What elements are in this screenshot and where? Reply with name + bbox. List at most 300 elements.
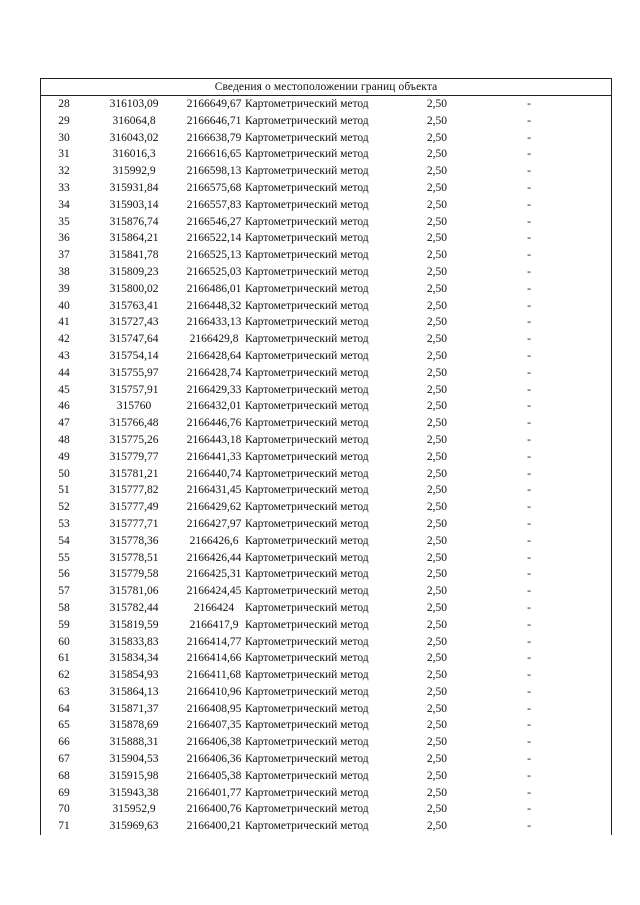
- coordinate-x-cell: 315915,98: [109, 769, 159, 782]
- point-number-cell: 33: [58, 181, 70, 194]
- coordinate-x-cell: 315779,58: [109, 568, 159, 581]
- description-cell: -: [527, 450, 531, 463]
- coordinate-x-cell: 315952,9: [112, 803, 156, 816]
- coordinate-y-cell: 2166400,76: [186, 803, 242, 816]
- accuracy-cell: 2,50: [426, 98, 447, 110]
- coordinate-x-cell: 315809,23: [109, 265, 159, 278]
- accuracy-cell: 2,50: [426, 719, 447, 732]
- method-cell: Картометрический метод: [245, 517, 369, 530]
- accuracy-cell: 2,50: [426, 349, 447, 362]
- accuracy-cell: 2,50: [426, 786, 447, 799]
- coordinate-y-cell: 2166426,44: [186, 551, 242, 564]
- table-row: [41, 667, 611, 684]
- table-row: [41, 533, 611, 550]
- method-cell: Картометрический метод: [245, 551, 369, 564]
- description-cell: -: [527, 417, 531, 430]
- coordinate-y-cell: 2166525,13: [186, 249, 242, 262]
- coordinate-y-cell: 2166406,38: [186, 736, 242, 749]
- table-row: [41, 617, 611, 634]
- coordinate-x-cell: 315992,9: [112, 165, 156, 178]
- coordinate-x-cell: 315747,64: [109, 333, 159, 346]
- point-number-cell: 49: [58, 450, 70, 463]
- coordinate-y-cell: 2166407,35: [186, 719, 242, 732]
- accuracy-cell: 2,50: [426, 585, 447, 598]
- point-number-cell: 43: [58, 349, 70, 362]
- method-cell: Картометрический метод: [245, 803, 369, 816]
- accuracy-cell: 2,50: [426, 366, 447, 379]
- coordinate-y-cell: 2166411,68: [186, 669, 242, 682]
- table-row: [41, 566, 611, 583]
- coordinate-x-cell: 315800,02: [109, 282, 159, 295]
- method-cell: Картометрический метод: [245, 736, 369, 749]
- method-cell: Картометрический метод: [245, 433, 369, 446]
- method-cell: Картометрический метод: [245, 769, 369, 782]
- coordinate-x-cell: 315834,34: [109, 652, 159, 665]
- coordinate-y-cell: 2166486,01: [186, 282, 242, 295]
- coordinate-y-cell: 2166557,83: [186, 198, 242, 211]
- point-number-cell: 52: [58, 501, 70, 514]
- method-cell: Картометрический метод: [245, 249, 369, 262]
- point-number-cell: 41: [58, 316, 70, 329]
- coordinate-x-cell: 315754,14: [109, 349, 159, 362]
- accuracy-cell: 2,50: [426, 148, 447, 161]
- table-row: [41, 146, 611, 163]
- accuracy-cell: 2,50: [426, 232, 447, 245]
- description-cell: -: [527, 433, 531, 446]
- coordinate-x-cell: 315766,48: [109, 417, 159, 430]
- table-row: [41, 382, 611, 399]
- method-cell: Картометрический метод: [245, 98, 369, 110]
- description-cell: -: [527, 652, 531, 665]
- description-cell: -: [527, 215, 531, 228]
- coordinate-x-cell: 315777,82: [109, 484, 159, 497]
- method-cell: Картометрический метод: [245, 232, 369, 245]
- coordinate-x-cell: 315781,06: [109, 585, 159, 598]
- description-cell: -: [527, 333, 531, 346]
- accuracy-cell: 2,50: [426, 249, 447, 262]
- method-cell: Картометрический метод: [245, 501, 369, 514]
- accuracy-cell: 2,50: [426, 568, 447, 581]
- coordinate-x-cell: 315903,14: [109, 198, 159, 211]
- description-cell: -: [527, 131, 531, 144]
- description-cell: -: [527, 786, 531, 799]
- description-cell: -: [527, 148, 531, 161]
- point-number-cell: 44: [58, 366, 70, 379]
- table-row: [41, 701, 611, 718]
- description-cell: -: [527, 383, 531, 396]
- method-cell: Картометрический метод: [245, 131, 369, 144]
- coordinate-y-cell: 2166432,01: [186, 400, 242, 413]
- table-row: [41, 365, 611, 382]
- method-cell: Картометрический метод: [245, 400, 369, 413]
- point-number-cell: 58: [58, 601, 70, 614]
- method-cell: Картометрический метод: [245, 299, 369, 312]
- method-cell: Картометрический метод: [245, 467, 369, 480]
- accuracy-cell: 2,50: [426, 181, 447, 194]
- accuracy-cell: 2,50: [426, 601, 447, 614]
- point-number-cell: 59: [58, 618, 70, 631]
- table-row: [41, 482, 611, 499]
- point-number-cell: 39: [58, 282, 70, 295]
- coordinate-x-cell: 315778,51: [109, 551, 159, 564]
- method-cell: Картометрический метод: [245, 282, 369, 295]
- table-row: [41, 634, 611, 651]
- coordinate-y-cell: 2166428,64: [186, 349, 242, 362]
- coordinate-x-cell: 315779,77: [109, 450, 159, 463]
- method-cell: Картометрический метод: [245, 585, 369, 598]
- coordinate-x-cell: 315878,69: [109, 719, 159, 732]
- description-cell: -: [527, 282, 531, 295]
- table-row: [41, 550, 611, 567]
- coordinate-x-cell: 315781,21: [109, 467, 159, 480]
- accuracy-cell: 2,50: [426, 652, 447, 665]
- coordinate-x-cell: 315778,36: [109, 534, 159, 547]
- description-cell: -: [527, 736, 531, 749]
- coordinate-x-cell: 315841,78: [109, 249, 159, 262]
- coordinate-y-cell: 2166433,13: [186, 316, 242, 329]
- point-number-cell: 69: [58, 786, 70, 799]
- point-number-cell: 71: [58, 820, 70, 833]
- coordinate-y-cell: 2166441,33: [186, 450, 242, 463]
- coordinate-y-cell: 2166443,18: [186, 433, 242, 446]
- table-row: [41, 180, 611, 197]
- accuracy-cell: 2,50: [426, 400, 447, 413]
- coordinate-x-cell: 315864,13: [109, 685, 159, 698]
- table-row: [41, 281, 611, 298]
- method-cell: Картометрический метод: [245, 265, 369, 278]
- point-number-cell: 36: [58, 232, 70, 245]
- accuracy-cell: 2,50: [426, 467, 447, 480]
- method-cell: Картометрический метод: [245, 786, 369, 799]
- coordinate-y-cell: 2166649,67: [186, 98, 242, 110]
- accuracy-cell: 2,50: [426, 685, 447, 698]
- description-cell: -: [527, 98, 531, 110]
- coordinate-y-cell: 2166425,31: [186, 568, 242, 581]
- coordinate-x-cell: 315888,31: [109, 736, 159, 749]
- method-cell: Картометрический метод: [245, 484, 369, 497]
- coordinate-y-cell: 2166401,77: [186, 786, 242, 799]
- point-number-cell: 28: [58, 98, 70, 110]
- accuracy-cell: 2,50: [426, 702, 447, 715]
- description-cell: -: [527, 366, 531, 379]
- coordinate-y-cell: 2166400,21: [186, 820, 242, 833]
- point-number-cell: 53: [58, 517, 70, 530]
- method-cell: Картометрический метод: [245, 753, 369, 766]
- coordinate-y-cell: 2166410,96: [186, 685, 242, 698]
- table-row: [41, 113, 611, 130]
- accuracy-cell: 2,50: [426, 450, 447, 463]
- method-cell: Картометрический метод: [245, 702, 369, 715]
- description-cell: -: [527, 635, 531, 648]
- table-row: [41, 197, 611, 214]
- coordinate-x-cell: 316043,02: [109, 131, 159, 144]
- description-cell: -: [527, 484, 531, 497]
- description-cell: -: [527, 114, 531, 127]
- description-cell: -: [527, 803, 531, 816]
- coordinate-y-cell: 2166440,74: [186, 467, 242, 480]
- coordinate-y-cell: 2166428,74: [186, 366, 242, 379]
- accuracy-cell: 2,50: [426, 669, 447, 682]
- description-cell: -: [527, 669, 531, 682]
- table-row: [41, 684, 611, 701]
- method-cell: Картометрический метод: [245, 148, 369, 161]
- coordinate-x-cell: 316016,3: [112, 148, 156, 161]
- point-number-cell: 62: [58, 669, 70, 682]
- table-row: [41, 751, 611, 768]
- table-row: [41, 785, 611, 802]
- description-cell: -: [527, 165, 531, 178]
- table-row: [41, 415, 611, 432]
- accuracy-cell: 2,50: [426, 215, 447, 228]
- accuracy-cell: 2,50: [426, 551, 447, 564]
- coordinate-y-cell: 2166525,03: [186, 265, 242, 278]
- point-number-cell: 54: [58, 534, 70, 547]
- table-row: [41, 818, 611, 835]
- table-row: [41, 398, 611, 415]
- table-row: [41, 650, 611, 667]
- description-cell: -: [527, 618, 531, 631]
- coordinate-x-cell: 315854,93: [109, 669, 159, 682]
- coordinate-y-cell: 2166414,77: [186, 635, 242, 648]
- coordinate-y-cell: 2166429,8: [189, 333, 239, 346]
- table-row: [41, 314, 611, 331]
- coordinate-y-cell: 2166429,33: [186, 383, 242, 396]
- coordinate-x-cell: 315969,63: [109, 820, 159, 833]
- coordinate-x-cell: 316064,8: [112, 114, 156, 127]
- coordinate-y-cell: 2166575,68: [186, 181, 242, 194]
- accuracy-cell: 2,50: [426, 433, 447, 446]
- coordinate-y-cell: 2166446,76: [186, 417, 242, 430]
- point-number-cell: 50: [58, 467, 70, 480]
- accuracy-cell: 2,50: [426, 635, 447, 648]
- description-cell: -: [527, 467, 531, 480]
- method-cell: Картометрический метод: [245, 366, 369, 379]
- method-cell: Картометрический метод: [245, 450, 369, 463]
- point-number-cell: 63: [58, 685, 70, 698]
- table-row: [41, 734, 611, 751]
- point-number-cell: 48: [58, 433, 70, 446]
- coordinate-y-cell: 2166638,79: [186, 131, 242, 144]
- coordinate-y-cell: 2166424: [193, 601, 235, 614]
- accuracy-cell: 2,50: [426, 114, 447, 127]
- coordinate-y-cell: 2166646,71: [186, 114, 242, 127]
- description-cell: -: [527, 400, 531, 413]
- point-number-cell: 51: [58, 484, 70, 497]
- table-row: [41, 583, 611, 600]
- table-row: [41, 96, 611, 113]
- accuracy-cell: 2,50: [426, 753, 447, 766]
- method-cell: Картометрический метод: [245, 333, 369, 346]
- table-title: Сведения о местоположении границ объекта: [41, 79, 611, 96]
- coordinate-x-cell: 315904,53: [109, 753, 159, 766]
- point-number-cell: 46: [58, 400, 70, 413]
- coordinate-x-cell: 315819,59: [109, 618, 159, 631]
- accuracy-cell: 2,50: [426, 198, 447, 211]
- method-cell: Картометрический метод: [245, 534, 369, 547]
- point-number-cell: 38: [58, 265, 70, 278]
- description-cell: -: [527, 702, 531, 715]
- coordinate-x-cell: 315931,84: [109, 181, 159, 194]
- point-number-cell: 61: [58, 652, 70, 665]
- table-row: [41, 214, 611, 231]
- point-number-cell: 47: [58, 417, 70, 430]
- coordinate-y-cell: 2166405,38: [186, 769, 242, 782]
- description-cell: -: [527, 181, 531, 194]
- accuracy-cell: 2,50: [426, 299, 447, 312]
- point-number-cell: 57: [58, 585, 70, 598]
- method-cell: Картометрический метод: [245, 669, 369, 682]
- accuracy-cell: 2,50: [426, 501, 447, 514]
- coordinate-y-cell: 2166546,27: [186, 215, 242, 228]
- method-cell: Картометрический метод: [245, 568, 369, 581]
- coordinate-x-cell: 315943,38: [109, 786, 159, 799]
- method-cell: Картометрический метод: [245, 349, 369, 362]
- coordinate-y-cell: 2166429,62: [186, 501, 242, 514]
- table-row: [41, 163, 611, 180]
- accuracy-cell: 2,50: [426, 282, 447, 295]
- boundary-points-table: [40, 78, 612, 835]
- description-cell: -: [527, 685, 531, 698]
- method-cell: Картометрический метод: [245, 652, 369, 665]
- coordinate-x-cell: 315763,41: [109, 299, 159, 312]
- accuracy-cell: 2,50: [426, 618, 447, 631]
- description-cell: -: [527, 753, 531, 766]
- coordinate-y-cell: 2166426,6: [189, 534, 239, 547]
- point-number-cell: 37: [58, 249, 70, 262]
- point-number-cell: 66: [58, 736, 70, 749]
- accuracy-cell: 2,50: [426, 769, 447, 782]
- table-row: [41, 516, 611, 533]
- table-row: [41, 348, 611, 365]
- coordinate-y-cell: 2166424,45: [186, 585, 242, 598]
- table-row: [41, 230, 611, 247]
- method-cell: Картометрический метод: [245, 215, 369, 228]
- coordinate-x-cell: 315755,97: [109, 366, 159, 379]
- coordinate-y-cell: 2166431,45: [186, 484, 242, 497]
- method-cell: Картометрический метод: [245, 198, 369, 211]
- description-cell: -: [527, 316, 531, 329]
- point-number-cell: 55: [58, 551, 70, 564]
- coordinate-x-cell: 315757,91: [109, 383, 159, 396]
- point-number-cell: 68: [58, 769, 70, 782]
- point-number-cell: 34: [58, 198, 70, 211]
- description-cell: -: [527, 551, 531, 564]
- accuracy-cell: 2,50: [426, 484, 447, 497]
- coordinate-y-cell: 2166522,14: [186, 232, 242, 245]
- coordinate-x-cell: 315833,83: [109, 635, 159, 648]
- description-cell: -: [527, 249, 531, 262]
- coordinate-y-cell: 2166417,9: [189, 618, 239, 631]
- description-cell: -: [527, 232, 531, 245]
- coordinate-y-cell: 2166427,97: [186, 517, 242, 530]
- point-number-cell: 35: [58, 215, 70, 228]
- table-row: [41, 331, 611, 348]
- accuracy-cell: 2,50: [426, 803, 447, 816]
- method-cell: Картометрический метод: [245, 685, 369, 698]
- coordinate-x-cell: 315876,74: [109, 215, 159, 228]
- accuracy-cell: 2,50: [426, 333, 447, 346]
- point-number-cell: 42: [58, 333, 70, 346]
- coordinate-x-cell: 315782,44: [109, 601, 159, 614]
- table-row: [41, 298, 611, 315]
- table-body: [41, 96, 611, 835]
- point-number-cell: 67: [58, 753, 70, 766]
- description-cell: -: [527, 501, 531, 514]
- point-number-cell: 30: [58, 131, 70, 144]
- description-cell: -: [527, 601, 531, 614]
- coordinate-y-cell: 2166414,66: [186, 652, 242, 665]
- coordinate-y-cell: 2166598,13: [186, 165, 242, 178]
- point-number-cell: 45: [58, 383, 70, 396]
- point-number-cell: 65: [58, 719, 70, 732]
- method-cell: Картометрический метод: [245, 417, 369, 430]
- table-row: [41, 768, 611, 785]
- table-row: [41, 801, 611, 818]
- accuracy-cell: 2,50: [426, 417, 447, 430]
- accuracy-cell: 2,50: [426, 517, 447, 530]
- accuracy-cell: 2,50: [426, 131, 447, 144]
- point-number-cell: 70: [58, 803, 70, 816]
- coordinate-x-cell: 315871,37: [109, 702, 159, 715]
- coordinate-x-cell: 315727,43: [109, 316, 159, 329]
- point-number-cell: 31: [58, 148, 70, 161]
- coordinate-y-cell: 2166616,65: [186, 148, 242, 161]
- table-row: [41, 466, 611, 483]
- table-row: [41, 432, 611, 449]
- table-row: [41, 449, 611, 466]
- method-cell: Картометрический метод: [245, 383, 369, 396]
- point-number-cell: 29: [58, 114, 70, 127]
- coordinate-y-cell: 2166406,36: [186, 753, 242, 766]
- coordinate-x-cell: 315760: [116, 400, 152, 413]
- accuracy-cell: 2,50: [426, 383, 447, 396]
- accuracy-cell: 2,50: [426, 820, 447, 833]
- method-cell: Картометрический метод: [245, 114, 369, 127]
- table-row: [41, 264, 611, 281]
- coordinate-x-cell: 315864,21: [109, 232, 159, 245]
- description-cell: -: [527, 299, 531, 312]
- description-cell: -: [527, 265, 531, 278]
- description-cell: -: [527, 719, 531, 732]
- method-cell: Картометрический метод: [245, 618, 369, 631]
- coordinate-x-cell: 315777,49: [109, 501, 159, 514]
- table-row: [41, 600, 611, 617]
- description-cell: -: [527, 568, 531, 581]
- accuracy-cell: 2,50: [426, 534, 447, 547]
- description-cell: -: [527, 517, 531, 530]
- description-cell: -: [527, 769, 531, 782]
- table-row: [41, 717, 611, 734]
- method-cell: Картометрический метод: [245, 181, 369, 194]
- description-cell: -: [527, 534, 531, 547]
- coordinate-x-cell: 315777,71: [109, 517, 159, 530]
- method-cell: Картометрический метод: [245, 601, 369, 614]
- method-cell: Картометрический метод: [245, 316, 369, 329]
- accuracy-cell: 2,50: [426, 265, 447, 278]
- point-number-cell: 56: [58, 568, 70, 581]
- accuracy-cell: 2,50: [426, 165, 447, 178]
- method-cell: Картометрический метод: [245, 719, 369, 732]
- accuracy-cell: 2,50: [426, 316, 447, 329]
- coordinate-y-cell: 2166408,95: [186, 702, 242, 715]
- method-cell: Картометрический метод: [245, 820, 369, 833]
- point-number-cell: 40: [58, 299, 70, 312]
- description-cell: -: [527, 349, 531, 362]
- coordinate-x-cell: 315775,26: [109, 433, 159, 446]
- table-row: [41, 247, 611, 264]
- description-cell: -: [527, 820, 531, 833]
- description-cell: -: [527, 198, 531, 211]
